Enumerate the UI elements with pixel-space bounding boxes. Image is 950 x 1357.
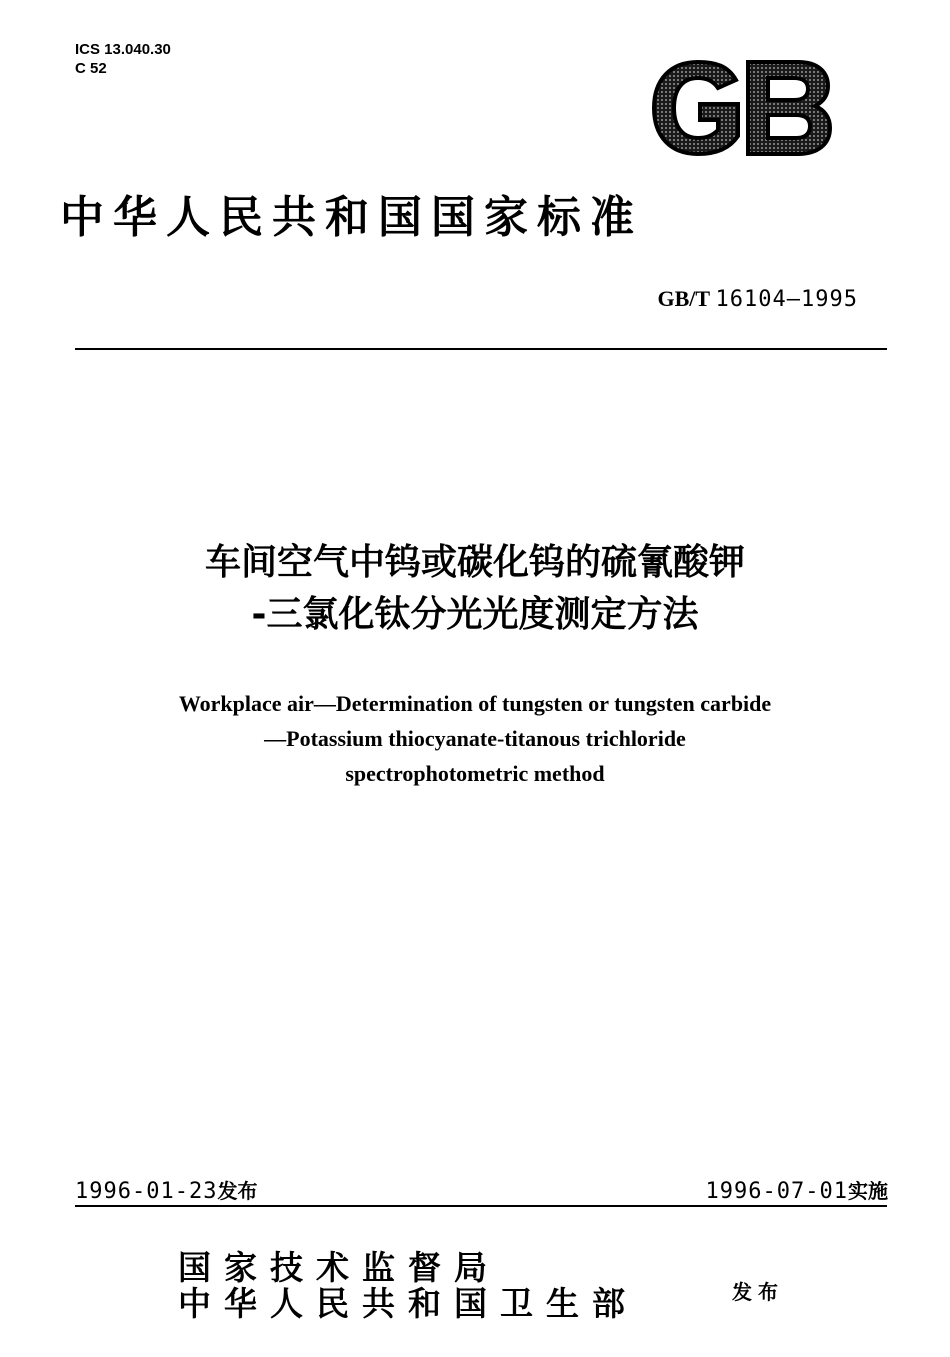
ics-code: ICS 13.040.30 — [75, 41, 171, 58]
issue-date-label: 发布 — [217, 1179, 258, 1203]
header-divider — [75, 348, 887, 350]
implementation-date — [706, 1175, 888, 1204]
standard-prefix: GB/T — [657, 286, 711, 311]
gb-logo — [648, 58, 833, 158]
issue-date-value: 1996-01-23 — [75, 1179, 218, 1204]
english-title-line-3: spectrophotometric method — [345, 761, 605, 786]
implementation-date-label: 实施 — [848, 1179, 888, 1203]
footer-divider — [75, 1205, 887, 1207]
chinese-title-line-1: 车间空气中钨或碳化钨的硫氰酸钾 — [204, 542, 745, 583]
classification-codes — [75, 40, 171, 78]
english-title-line-1: Workplace air—Determination of tungsten or tungsten carbide — [178, 691, 772, 716]
issuer-line-1: 国家技术监督局 — [178, 1248, 500, 1287]
issuing-authorities — [178, 1250, 638, 1322]
publish-label: 发布 — [732, 1280, 784, 1304]
chinese-title-line-2: -三氯化钛分光光度测定方法 — [251, 594, 699, 635]
ccs-code: C 52 — [75, 60, 107, 77]
english-title-line-2: —Potassium thiocyanate-titanous trichloride — [264, 726, 686, 751]
implementation-date-value: 1996-07-01 — [705, 1179, 848, 1204]
english-title — [0, 686, 950, 791]
standard-number — [657, 286, 858, 312]
standard-code: 16104—1995 — [715, 287, 858, 312]
issue-date — [75, 1175, 257, 1204]
national-standard-title: 中华人民共和国国家标准 — [60, 192, 643, 243]
gb-logo-icon — [648, 58, 833, 158]
chinese-title — [0, 537, 950, 641]
issuer-line-2: 中华人民共和国卫生部 — [178, 1284, 638, 1323]
